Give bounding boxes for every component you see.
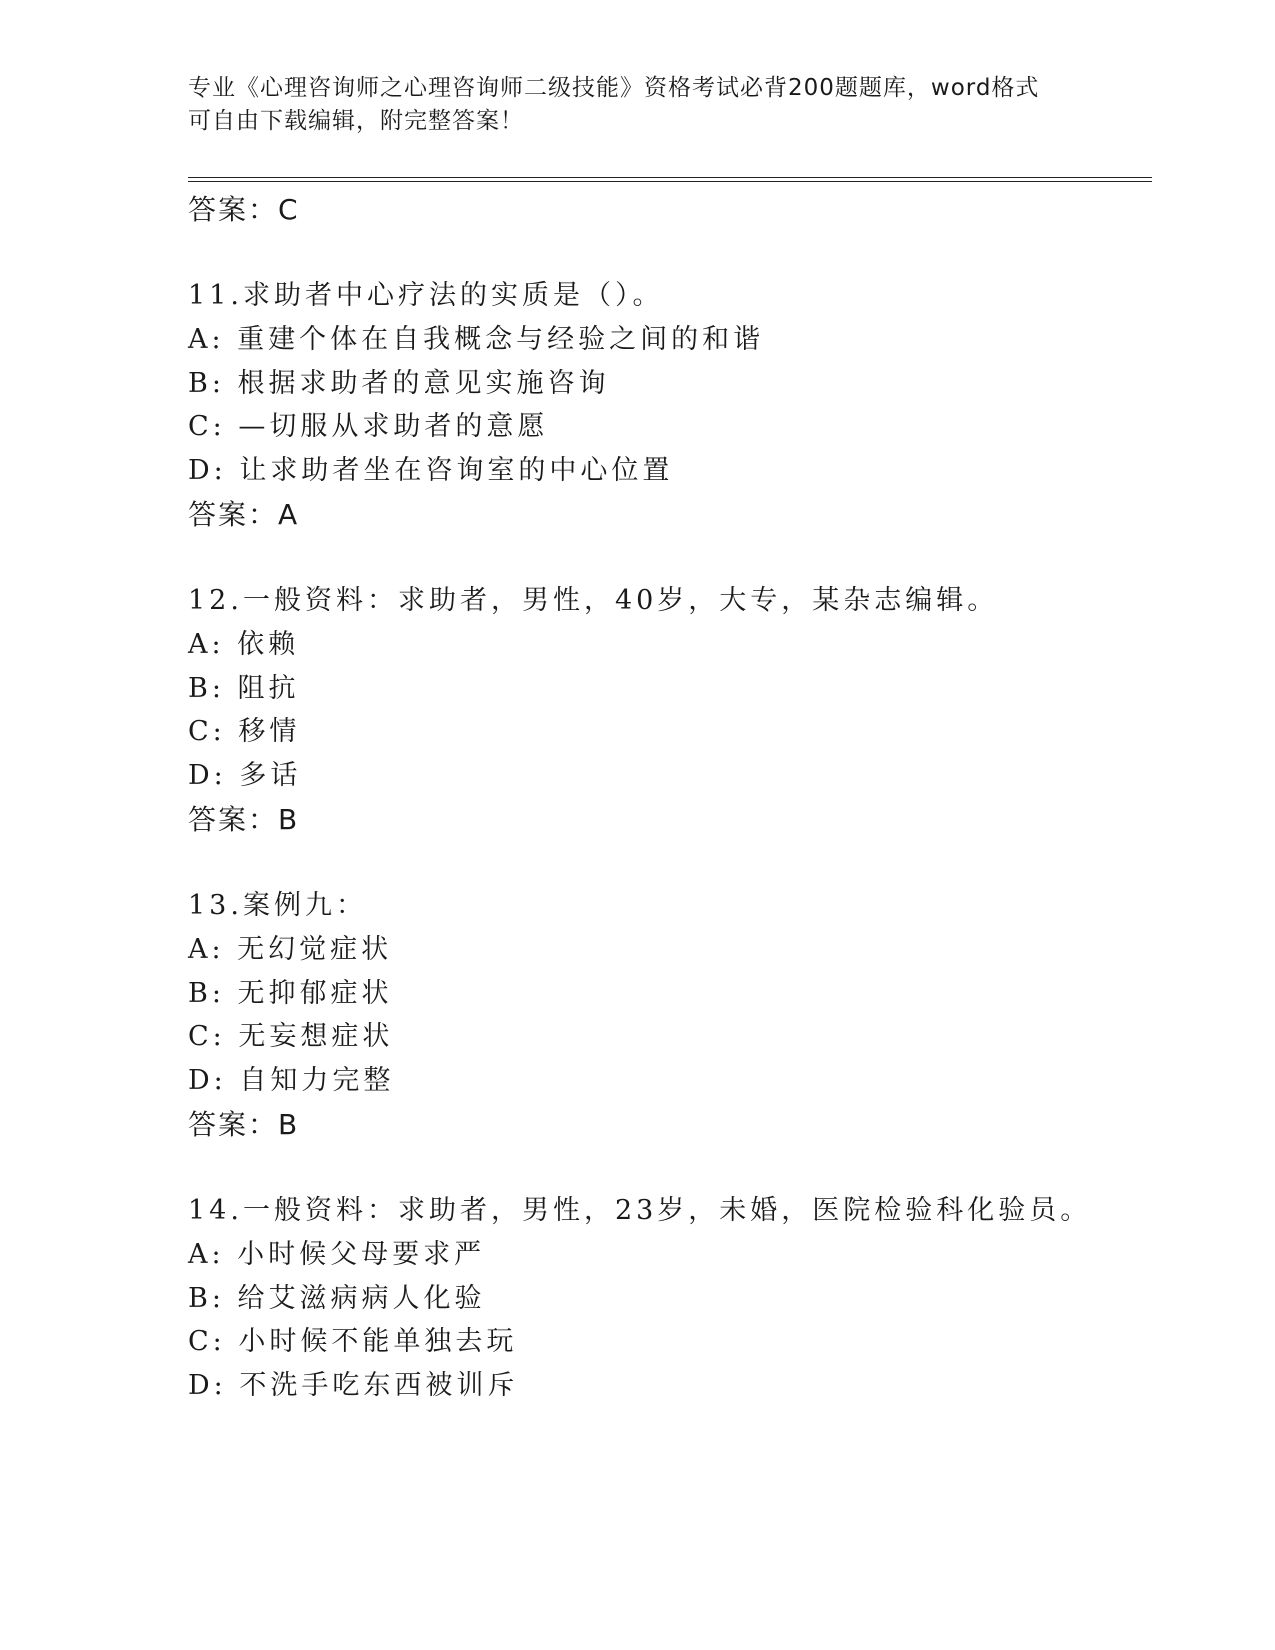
q14-option-c: C: 小时候不能单独去玩 bbox=[188, 1326, 518, 1357]
q12-option-b: B: 阻抗 bbox=[188, 673, 300, 704]
header-line-1: 专业《心理咨询师之心理咨询师二级技能》资格考试必背200题题库，word格式 bbox=[188, 75, 1040, 101]
q14-option-b: B: 给艾滋病病人化验 bbox=[188, 1283, 486, 1314]
q13-option-d: D: 自知力完整 bbox=[188, 1065, 395, 1096]
q14-option-d: D: 不洗手吃东西被训斥 bbox=[188, 1370, 519, 1401]
question-12: 12.一般资料：求助者，男性，40岁，大专，某杂志编辑。 bbox=[188, 585, 999, 616]
document-header bbox=[188, 72, 1088, 138]
answer-11: 答案：A bbox=[188, 498, 300, 531]
q13-option-a: A: 无幻觉症状 bbox=[188, 934, 393, 965]
question-11: 11.求助者中心疗法的实质是（）。 bbox=[188, 280, 664, 311]
header-line-2: 可自由下载编辑，附完整答案！ bbox=[188, 108, 524, 134]
q12-option-d: D: 多话 bbox=[188, 760, 302, 791]
q11-option-d: D: 让求助者坐在咨询室的中心位置 bbox=[188, 455, 674, 486]
q11-option-b: B: 根据求助者的意见实施咨询 bbox=[188, 368, 610, 399]
question-14: 14.一般资料：求助者，男性，23岁，未婚，医院检验科化验员。 bbox=[188, 1195, 1092, 1226]
q12-option-c: C: 移情 bbox=[188, 716, 301, 747]
answer-12: 答案：B bbox=[188, 803, 300, 836]
answer-10: 答案：C bbox=[188, 193, 300, 226]
q13-option-b: B: 无抑郁症状 bbox=[188, 978, 393, 1009]
q11-option-c: C: —切服从求助者的意愿 bbox=[188, 411, 549, 442]
header-rule-bottom bbox=[188, 181, 1152, 182]
question-13: 13.案例九： bbox=[188, 890, 367, 921]
q14-option-a: A: 小时候父母要求严 bbox=[188, 1239, 486, 1270]
header-rule-top bbox=[188, 177, 1152, 178]
q12-option-a: A: 依赖 bbox=[188, 629, 300, 660]
q11-option-a: A: 重建个体在自我概念与经验之间的和谐 bbox=[188, 324, 765, 355]
q13-option-c: C: 无妄想症状 bbox=[188, 1021, 394, 1052]
answer-13: 答案：B bbox=[188, 1108, 300, 1141]
